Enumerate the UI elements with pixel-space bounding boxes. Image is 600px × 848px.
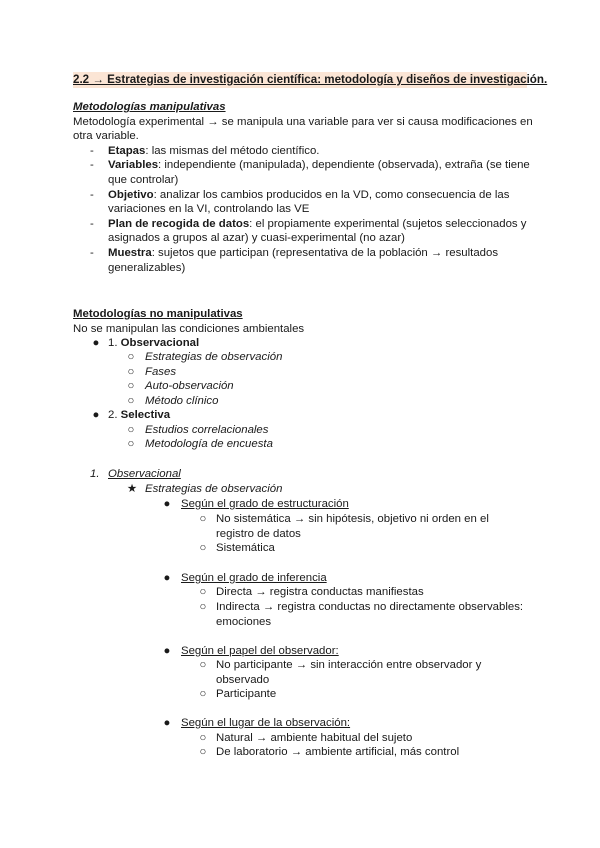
- section-heading: 2.2 → Estrategias de investigación científica: metodología y diseños de investigación.: [73, 73, 548, 86]
- manipulative-intro: Metodología experimental → se manipula una variable para ver si causa modificaciones en otra variable.: [73, 115, 533, 143]
- criterion-item: No sistemática → sin hipótesis, objetivo ni orden en el registro de datos: [216, 513, 489, 540]
- sub-item: Estrategias de observación: [145, 351, 283, 363]
- criterion-title: Según el grado de inferencia: [181, 572, 327, 584]
- circle-bullet-icon: ○: [199, 601, 207, 613]
- circle-bullet-icon: ○: [199, 732, 207, 744]
- circle-bullet-icon: ○: [199, 586, 207, 598]
- circle-bullet-icon: ○: [127, 438, 135, 450]
- criterion-title: Según el lugar de la observación:: [181, 717, 351, 729]
- group-label: Selectiva: [120, 409, 171, 421]
- manipulative-section: [73, 100, 533, 275]
- item-label: Etapas: [108, 144, 146, 157]
- star-icon: ★: [126, 483, 138, 495]
- group-label: Observacional: [120, 337, 200, 349]
- circle-bullet-icon: ○: [127, 366, 135, 378]
- item-text: : sujetos que participan (representativa de la población → resultados generalizables): [108, 246, 499, 274]
- detail-number: 1.: [90, 468, 100, 480]
- list-item: [73, 246, 533, 275]
- bullet-icon: ●: [163, 645, 171, 657]
- circle-bullet-icon: ○: [127, 424, 135, 436]
- sub-item: Estudios correlacionales: [145, 424, 269, 436]
- sub-item: Auto-observación: [145, 380, 234, 392]
- circle-bullet-icon: ○: [199, 659, 207, 671]
- group-selectiva: [108, 408, 170, 423]
- star-item: Estrategias de observación: [145, 483, 283, 495]
- item-label: Objetivo: [108, 188, 154, 201]
- detail-title: Observacional: [108, 468, 181, 480]
- item-text: : el propiamente experimental (sujetos seleccionados y asignados a grupos al azar) y cuasi-experimental (no azar): [108, 217, 527, 245]
- criterion-title: Según el grado de estructuración: [181, 498, 349, 510]
- group-observacional: [108, 336, 199, 351]
- bullet-icon: ●: [92, 409, 100, 421]
- criterion-title: Según el papel del observador:: [181, 645, 339, 657]
- item-text: : las mismas del método científico.: [145, 144, 320, 157]
- item-text: : independiente (manipulada), dependiente (observada), extraña (se tiene que controlar): [108, 159, 530, 186]
- bullet-icon: ●: [163, 572, 171, 584]
- bullet-icon: ●: [163, 498, 171, 510]
- item-label: Plan de recogida de datos: [108, 217, 250, 230]
- criterion-item: Sistemática: [216, 542, 275, 554]
- group-number: 2.: [108, 409, 121, 421]
- nonmanipulative-title: Metodologías no manipulativas: [73, 308, 243, 320]
- circle-bullet-icon: ○: [127, 380, 135, 392]
- sub-item: Metodología de encuesta: [145, 438, 273, 450]
- list-item: [73, 144, 533, 159]
- item-label: Variables: [108, 159, 159, 172]
- circle-bullet-icon: ○: [199, 746, 207, 758]
- bullet-icon: ●: [163, 717, 171, 729]
- manipulative-list: [73, 144, 533, 275]
- sub-item: Fases: [145, 366, 177, 378]
- list-item: [73, 188, 533, 217]
- group-number: 1.: [108, 337, 121, 349]
- list-item: [73, 158, 533, 187]
- list-item: [73, 217, 533, 246]
- criterion-item: De laboratorio → ambiente artificial, más control: [216, 746, 460, 758]
- sub-item: Método clínico: [145, 395, 219, 407]
- manipulative-title: Metodologías manipulativas: [73, 101, 226, 113]
- criterion-item: Directa → registra conductas manifiestas: [216, 586, 424, 598]
- bullet-icon: ●: [92, 337, 100, 349]
- circle-bullet-icon: ○: [199, 542, 207, 554]
- criterion-item: Natural → ambiente habitual del sujeto: [216, 732, 413, 744]
- item-text: : analizar los cambios producidos en la VD, como consecuencia de las variaciones en la VI, controlando las VE: [108, 188, 510, 216]
- item-label: Muestra: [108, 246, 152, 259]
- criterion-item: Indirecta → registra conductas no directamente observables: emociones: [216, 601, 524, 628]
- criterion-item: No participante → sin interacción entre observador y observado: [216, 659, 482, 686]
- nonmanipulative-intro: No se manipulan las condiciones ambientales: [73, 323, 305, 335]
- criterion-item: Participante: [216, 688, 277, 700]
- circle-bullet-icon: ○: [199, 513, 207, 525]
- circle-bullet-icon: ○: [127, 351, 135, 363]
- circle-bullet-icon: ○: [127, 395, 135, 407]
- circle-bullet-icon: ○: [199, 688, 207, 700]
